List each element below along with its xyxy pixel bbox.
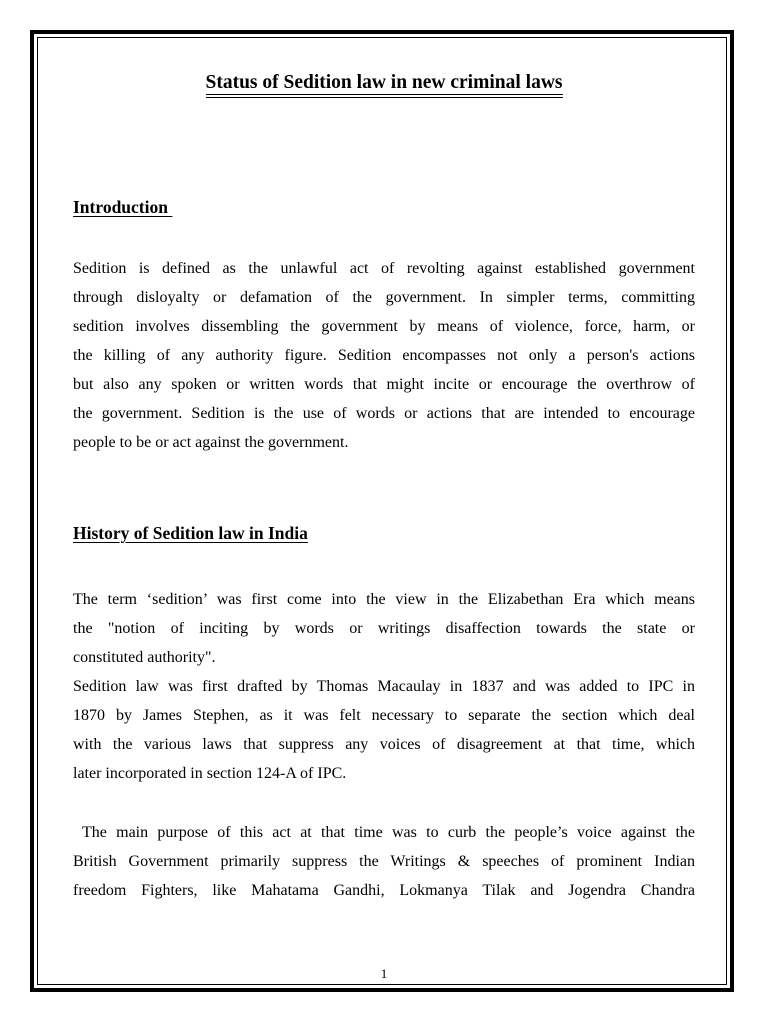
paragraph-line: but also any spoken or written words that might incite or encourage the overthrow of [73, 376, 695, 393]
introduction-paragraph [73, 254, 695, 457]
history-paragraph-origin [73, 585, 695, 672]
history-paragraph-purpose [73, 818, 695, 905]
paragraph-line: people to be or act against the government. [73, 434, 349, 451]
paragraph-line: sedition involves dissembling the government by means of violence, force, harm, or [73, 318, 695, 335]
section-heading-history: History of Sedition law in India [73, 523, 308, 543]
paragraph-line: freedom Fighters, like Mahatama Gandhi, Lokmanya Tilak and Jogendra Chandra [73, 882, 695, 899]
paragraph-line: British Government primarily suppress the Writings & speeches of prominent Indian [73, 853, 695, 870]
page-number: 1 [380, 966, 388, 981]
section-heading-introduction: Introduction [73, 197, 173, 217]
paragraph-line: the killing of any authority figure. Sedition encompasses not only a person's actions [73, 347, 695, 364]
paragraph-line: 1870 by James Stephen, as it was felt necessary to separate the section which deal [73, 707, 695, 724]
paragraph-line: Sedition law was first drafted by Thomas Macaulay in 1837 and was added to IPC in [73, 678, 695, 695]
paragraph-line: The term ‘sedition’ was first come into the view in the Elizabethan Era which means [73, 591, 695, 608]
paragraph-line: constituted authority". [73, 649, 216, 666]
paragraph-line: the "notion of inciting by words or writings disaffection towards the state or [73, 620, 695, 637]
paragraph-line: through disloyalty or defamation of the government. In simpler terms, committing [73, 289, 695, 306]
paragraph-line: The main purpose of this act at that time was to curb the people’s voice against the [73, 824, 695, 841]
paragraph-line: the government. Sedition is the use of words or actions that are intended to encourage [73, 405, 695, 422]
paragraph-line: Sedition is defined as the unlawful act of revolting against established government [73, 260, 695, 277]
paragraph-line: with the various laws that suppress any voices of disagreement at that time, which [73, 736, 695, 753]
document-title [73, 70, 695, 98]
paragraph-line: later incorporated in section 124-A of IPC. [73, 765, 347, 782]
document-title-text: Status of Sedition law in new criminal laws [206, 72, 563, 98]
history-paragraph-macaulay [73, 672, 695, 788]
